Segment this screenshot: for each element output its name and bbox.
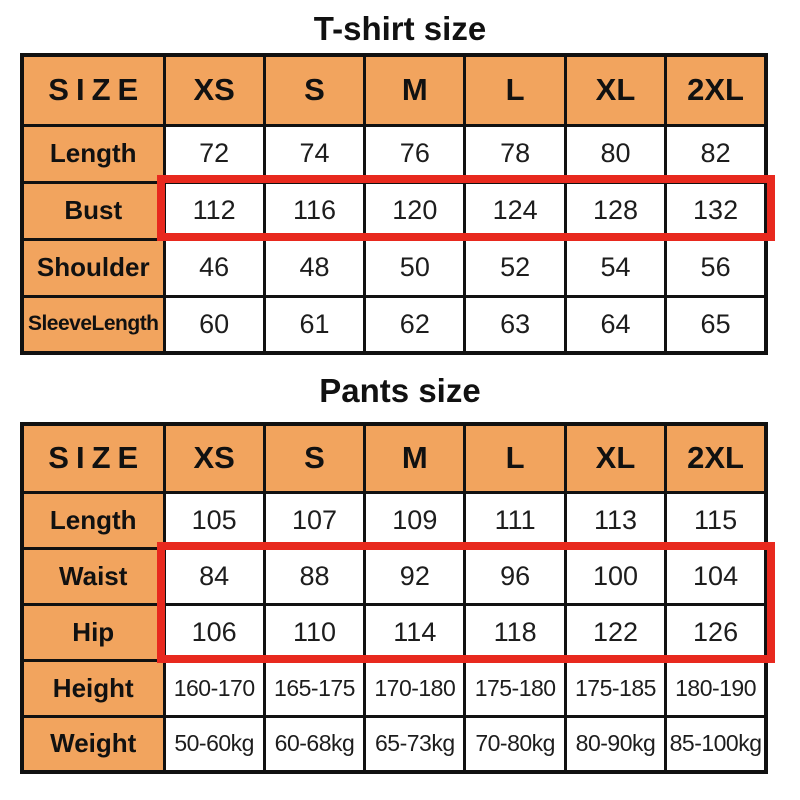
column-header-l: L bbox=[465, 424, 565, 492]
table-row bbox=[22, 716, 766, 772]
column-header-s: S bbox=[264, 55, 364, 125]
size-value-cell: 64 bbox=[565, 296, 665, 353]
size-value-cell: 92 bbox=[365, 548, 465, 604]
size-corner-header: SIZE bbox=[22, 55, 164, 125]
tshirt-size-table bbox=[20, 53, 768, 355]
size-value-cell: 46 bbox=[164, 239, 264, 296]
size-value-cell: 78 bbox=[465, 125, 565, 182]
row-label-bust: Bust bbox=[22, 182, 164, 239]
row-label-waist: Waist bbox=[22, 548, 164, 604]
size-value-cell: 100 bbox=[565, 548, 665, 604]
size-value-cell: 124 bbox=[465, 182, 565, 239]
size-value-cell: 85-100kg bbox=[666, 716, 766, 772]
size-value-cell: 54 bbox=[565, 239, 665, 296]
pants-size-table bbox=[20, 422, 768, 774]
size-value-cell: 76 bbox=[365, 125, 465, 182]
table-row bbox=[22, 296, 766, 353]
size-value-cell: 126 bbox=[666, 604, 766, 660]
size-value-cell: 132 bbox=[666, 182, 766, 239]
size-value-cell: 60 bbox=[164, 296, 264, 353]
size-value-cell: 84 bbox=[164, 548, 264, 604]
size-value-cell: 70-80kg bbox=[465, 716, 565, 772]
row-label-length: Length bbox=[22, 125, 164, 182]
size-value-cell: 106 bbox=[164, 604, 264, 660]
table-row-highlighted bbox=[22, 604, 766, 660]
row-label-sleevelength: SleeveLength bbox=[22, 296, 164, 353]
size-value-cell: 120 bbox=[365, 182, 465, 239]
column-header-xs: XS bbox=[164, 424, 264, 492]
size-value-cell: 82 bbox=[666, 125, 766, 182]
size-value-cell: 65 bbox=[666, 296, 766, 353]
size-value-cell: 96 bbox=[465, 548, 565, 604]
pants-header-row bbox=[22, 424, 766, 492]
pants-table-title: Pants size bbox=[319, 372, 481, 409]
size-value-cell: 109 bbox=[365, 492, 465, 548]
size-value-cell: 114 bbox=[365, 604, 465, 660]
size-value-cell: 72 bbox=[164, 125, 264, 182]
size-value-cell: 175-185 bbox=[565, 660, 665, 716]
size-corner-header: SIZE bbox=[22, 424, 164, 492]
size-value-cell: 63 bbox=[465, 296, 565, 353]
tshirt-header-row bbox=[22, 55, 766, 125]
size-value-cell: 110 bbox=[264, 604, 364, 660]
size-value-cell: 104 bbox=[666, 548, 766, 604]
table-row bbox=[22, 660, 766, 716]
size-value-cell: 50 bbox=[365, 239, 465, 296]
size-value-cell: 116 bbox=[264, 182, 364, 239]
size-value-cell: 62 bbox=[365, 296, 465, 353]
size-value-cell: 50-60kg bbox=[164, 716, 264, 772]
size-value-cell: 118 bbox=[465, 604, 565, 660]
size-value-cell: 180-190 bbox=[666, 660, 766, 716]
size-value-cell: 107 bbox=[264, 492, 364, 548]
table-row-highlighted bbox=[22, 182, 766, 239]
size-value-cell: 170-180 bbox=[365, 660, 465, 716]
size-value-cell: 115 bbox=[666, 492, 766, 548]
column-header-s: S bbox=[264, 424, 364, 492]
size-value-cell: 122 bbox=[565, 604, 665, 660]
size-value-cell: 175-180 bbox=[465, 660, 565, 716]
row-label-weight: Weight bbox=[22, 716, 164, 772]
column-header-2xl: 2XL bbox=[666, 424, 766, 492]
row-label-length: Length bbox=[22, 492, 164, 548]
size-value-cell: 88 bbox=[264, 548, 364, 604]
column-header-l: L bbox=[465, 55, 565, 125]
size-value-cell: 112 bbox=[164, 182, 264, 239]
size-value-cell: 61 bbox=[264, 296, 364, 353]
size-value-cell: 80 bbox=[565, 125, 665, 182]
size-value-cell: 80-90kg bbox=[565, 716, 665, 772]
size-value-cell: 160-170 bbox=[164, 660, 264, 716]
size-value-cell: 165-175 bbox=[264, 660, 364, 716]
size-value-cell: 52 bbox=[465, 239, 565, 296]
column-header-m: M bbox=[365, 424, 465, 492]
size-value-cell: 105 bbox=[164, 492, 264, 548]
column-header-xl: XL bbox=[565, 55, 665, 125]
column-header-xs: XS bbox=[164, 55, 264, 125]
size-value-cell: 56 bbox=[666, 239, 766, 296]
row-label-shoulder: Shoulder bbox=[22, 239, 164, 296]
table-row bbox=[22, 239, 766, 296]
size-value-cell: 48 bbox=[264, 239, 364, 296]
tshirt-table-title: T-shirt size bbox=[313, 10, 487, 47]
size-value-cell: 60-68kg bbox=[264, 716, 364, 772]
table-row bbox=[22, 125, 766, 182]
table-row-highlighted bbox=[22, 548, 766, 604]
size-value-cell: 65-73kg bbox=[365, 716, 465, 772]
size-value-cell: 113 bbox=[565, 492, 665, 548]
column-header-xl: XL bbox=[565, 424, 665, 492]
size-value-cell: 128 bbox=[565, 182, 665, 239]
row-label-height: Height bbox=[22, 660, 164, 716]
column-header-2xl: 2XL bbox=[666, 55, 766, 125]
size-value-cell: 74 bbox=[264, 125, 364, 182]
row-label-hip: Hip bbox=[22, 604, 164, 660]
column-header-m: M bbox=[365, 55, 465, 125]
size-value-cell: 111 bbox=[465, 492, 565, 548]
table-row bbox=[22, 492, 766, 548]
